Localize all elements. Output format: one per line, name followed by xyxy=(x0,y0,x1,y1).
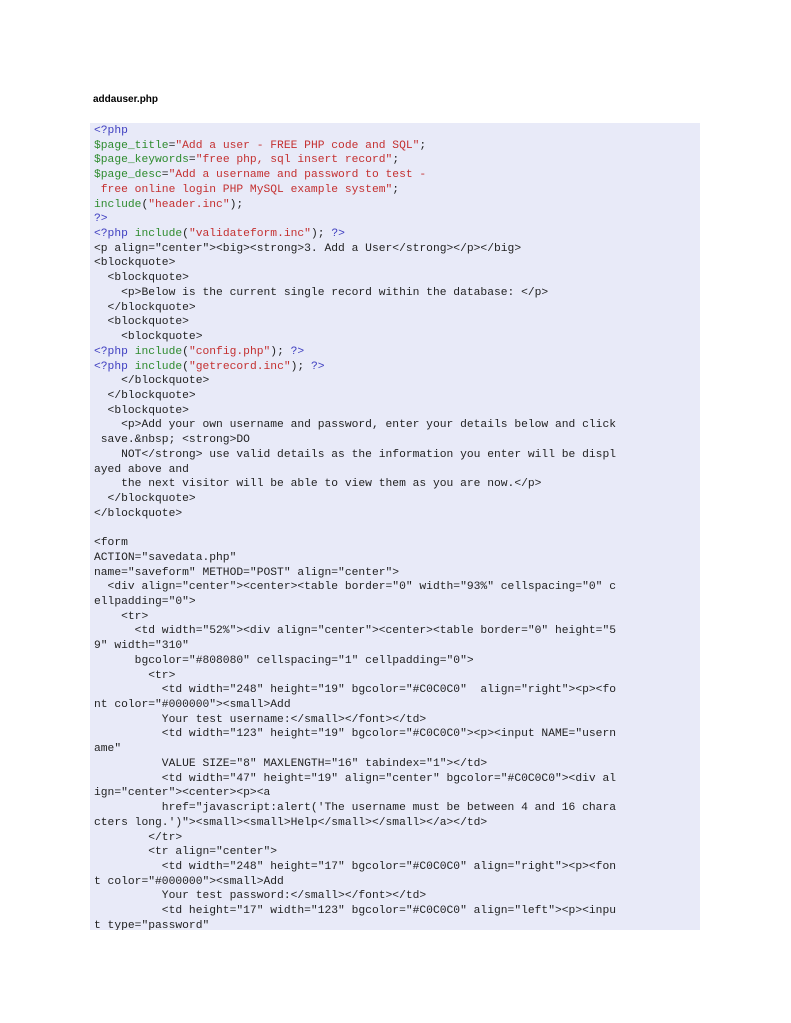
code-token: "getrecord.inc" xyxy=(188,360,291,373)
code-token: <div align="center"><center><table border="0" width="93%" cellspacing="0" c xyxy=(94,581,617,594)
code-line xyxy=(94,889,700,904)
code-token: <form xyxy=(94,537,128,550)
code-line xyxy=(94,860,700,875)
code-token: <blockquote> xyxy=(94,272,189,285)
code-token: = xyxy=(161,169,169,182)
code-token: t type="password" xyxy=(94,919,210,930)
code-token: save.&nbsp; <strong>DO xyxy=(94,434,250,447)
code-token: "validateform.inc" xyxy=(188,228,311,241)
code-token: <?php xyxy=(94,360,135,373)
code-token: "free php, sql insert record" xyxy=(195,154,393,167)
code-token: "config.php" xyxy=(188,345,271,358)
code-token: ; xyxy=(419,139,427,152)
code-token: Your test password:</small></font></td> xyxy=(94,890,427,903)
code-line xyxy=(94,786,700,801)
code-line xyxy=(94,654,700,669)
code-token: ); xyxy=(270,345,291,358)
document-title: addauser.php xyxy=(93,94,159,105)
code-token: <td width="248" height="19" bgcolor="#C0C0C0" align="right"><p><fo xyxy=(94,684,617,697)
code-token: ayed above and xyxy=(94,463,189,476)
code-token: <td width="123" height="19" bgcolor="#C0C0C0"><p><input NAME="usern xyxy=(94,728,617,741)
code-token: </blockquote> xyxy=(94,301,196,314)
code-token: nt color="#000000"><small>Add xyxy=(94,699,291,712)
code-token: ; xyxy=(392,183,400,196)
code-token: <p align="center"><big><strong>3. Add a User</strong></p></big> xyxy=(94,242,522,255)
code-line xyxy=(94,433,700,448)
code-line xyxy=(94,153,700,168)
code-token: "header.inc" xyxy=(148,198,230,211)
code-line xyxy=(94,816,700,831)
code-line xyxy=(94,919,700,930)
code-token: </blockquote> xyxy=(94,389,196,402)
code-line xyxy=(94,271,700,286)
code-token: </tr> xyxy=(94,831,183,844)
code-token: <td width="248" height="17" bgcolor="#C0C0C0" align="right"><p><fon xyxy=(94,860,617,873)
code-line xyxy=(94,330,700,345)
code-line xyxy=(94,551,700,566)
code-token: <?php xyxy=(94,345,135,358)
code-block xyxy=(90,123,700,930)
code-token: free online login PHP MySQL example system" xyxy=(94,183,393,196)
code-token: = xyxy=(188,154,196,167)
code-token: ?> xyxy=(310,360,325,373)
code-token: <td width="52%"><div align="center"><center><table border="0" height="5 xyxy=(94,625,617,638)
code-token: <blockquote> xyxy=(94,257,176,270)
code-line xyxy=(94,360,700,375)
code-line xyxy=(94,301,700,316)
code-token: <tr> xyxy=(94,669,176,682)
code-token: include xyxy=(94,198,142,211)
code-line xyxy=(94,124,700,139)
code-line xyxy=(94,404,700,419)
code-line xyxy=(94,698,700,713)
code-token: NOT</strong> use valid details as the information you enter will be displ xyxy=(94,448,617,461)
code-token: ?> xyxy=(290,345,305,358)
code-token: include xyxy=(134,228,183,241)
code-line xyxy=(94,801,700,816)
code-token: t color="#000000"><small>Add xyxy=(94,875,284,888)
code-token: <blockquote> xyxy=(94,404,189,417)
code-line xyxy=(94,521,700,536)
code-token: bgcolor="#808080" cellspacing="1" cellpadding="0"> xyxy=(94,654,474,667)
code-line xyxy=(94,757,700,772)
code-token: include xyxy=(134,345,183,358)
code-line xyxy=(94,727,700,742)
code-token: <?php xyxy=(94,125,128,137)
code-token: name="saveform" METHOD="POST" align="center"> xyxy=(94,566,400,579)
code-token: $page_keywords xyxy=(94,154,189,167)
code-line xyxy=(94,536,700,551)
code-line xyxy=(94,256,700,271)
code-line xyxy=(94,212,700,227)
code-token: "Add a username and password to test - xyxy=(168,169,427,182)
code-line xyxy=(94,492,700,507)
code-line xyxy=(94,669,700,684)
code-token: ( xyxy=(141,198,149,211)
code-token: </blockquote> xyxy=(94,492,196,505)
code-line xyxy=(94,315,700,330)
code-line xyxy=(94,418,700,433)
code-token: cters long.')"><small><small>Help</small></small></a></td> xyxy=(94,816,488,829)
code-token: </blockquote> xyxy=(94,507,183,520)
code-line xyxy=(94,772,700,787)
code-token: ?> xyxy=(94,213,108,226)
code-line xyxy=(94,610,700,625)
code-token: the next visitor will be able to view them as you are now.</p> xyxy=(94,478,542,491)
code-line xyxy=(94,227,700,242)
code-token: <p>Add your own username and password, enter your details below and click xyxy=(94,419,617,432)
code-token: <td width="47" height="19" align="center" bgcolor="#C0C0C0"><div al xyxy=(94,772,617,785)
code-line xyxy=(94,624,700,639)
code-token: Your test username:</small></font></td> xyxy=(94,713,427,726)
code-token: = xyxy=(168,139,176,152)
code-token: $page_title xyxy=(94,139,169,152)
code-token: <p>Below is the current single record within the database: </p> xyxy=(94,286,549,299)
code-line xyxy=(94,713,700,728)
code-line xyxy=(94,374,700,389)
code-line xyxy=(94,183,700,198)
code-line xyxy=(94,595,700,610)
code-token: ); xyxy=(229,198,244,211)
code-token: "Add a user - FREE PHP code and SQL" xyxy=(175,139,420,152)
code-token: ( xyxy=(182,345,189,358)
code-line xyxy=(94,639,700,654)
code-token: ACTION="savedata.php" xyxy=(94,551,237,564)
code-line xyxy=(94,168,700,183)
code-line xyxy=(94,198,700,213)
code-line xyxy=(94,448,700,463)
code-token: ; xyxy=(392,154,400,167)
code-token: <?php xyxy=(94,228,135,241)
code-token: </blockquote> xyxy=(94,375,210,388)
code-line xyxy=(94,286,700,301)
code-line xyxy=(94,831,700,846)
code-token: ?> xyxy=(331,228,345,241)
code-line xyxy=(94,742,700,757)
code-token: $page_desc xyxy=(94,169,162,182)
code-token: ame" xyxy=(94,743,122,756)
code-line xyxy=(94,904,700,919)
code-line xyxy=(94,345,700,360)
code-line xyxy=(94,507,700,522)
code-token: <td height="17" width="123" bgcolor="#C0C0C0" align="left"><p><inpu xyxy=(94,905,617,918)
code-line xyxy=(94,389,700,404)
code-token: ); xyxy=(290,360,311,373)
code-line xyxy=(94,242,700,257)
code-token: VALUE SIZE="8" MAXLENGTH="16" tabindex="1"></td> xyxy=(94,757,488,770)
code-line xyxy=(94,477,700,492)
code-line xyxy=(94,566,700,581)
code-token: ( xyxy=(182,228,189,241)
code-line xyxy=(94,580,700,595)
code-token: href="javascript:alert('The username must be between 4 and 16 chara xyxy=(94,802,617,815)
code-token: <blockquote> xyxy=(94,331,203,344)
code-token: ellpadding="0"> xyxy=(94,596,196,608)
code-line xyxy=(94,845,700,860)
code-token: include xyxy=(134,360,183,373)
code-token: ign="center"><center><p><a xyxy=(94,787,271,800)
code-token: <blockquote> xyxy=(94,316,189,329)
code-token: 9" width="310" xyxy=(94,640,189,653)
code-line xyxy=(94,875,700,890)
code-token: ); xyxy=(310,228,332,241)
code-line xyxy=(94,463,700,478)
code-token: ( xyxy=(182,360,189,373)
code-line xyxy=(94,139,700,154)
code-token: <tr align="center"> xyxy=(94,846,278,859)
code-line xyxy=(94,683,700,698)
code-token: <tr> xyxy=(94,610,149,623)
